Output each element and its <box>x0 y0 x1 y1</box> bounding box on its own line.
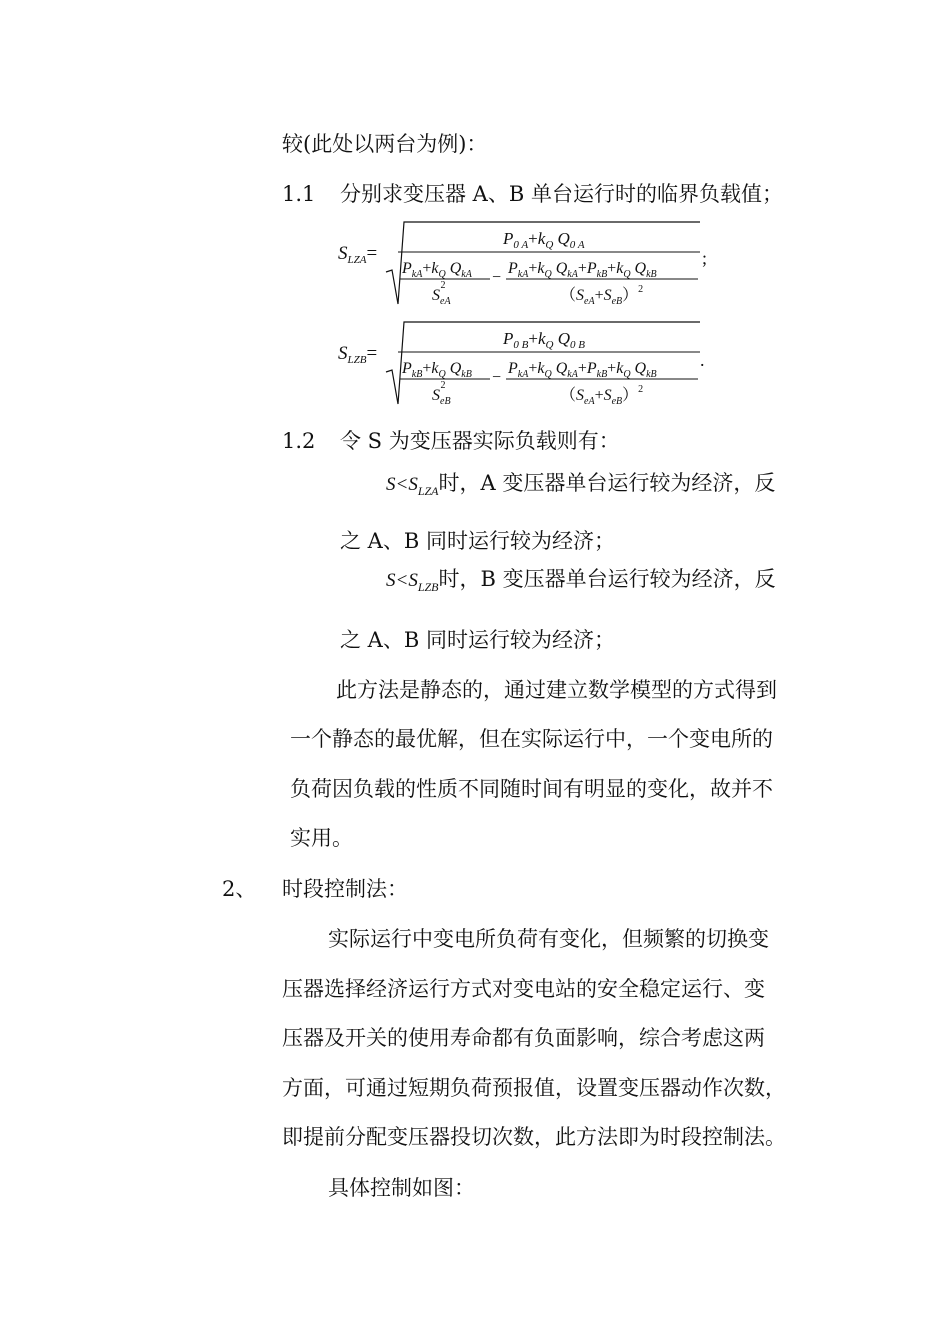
section-number: 1.1 <box>282 182 316 206</box>
text-line: 实际运行中变电所负荷有变化，但频繁的切换变 <box>328 927 769 951</box>
text-line: 负荷因负载的性质不同随时间有明显的变化，故并不 <box>290 777 773 801</box>
text-line: 此方法是静态的，通过建立数学模型的方式得到 <box>336 678 777 702</box>
eq-end: ; <box>702 248 708 268</box>
equation-slza <box>338 218 718 315</box>
term1-denominator: $S_{eB}2$ <box>432 380 451 407</box>
text-line: 即提前分配变压器投切次数，此方法即为时段控制法。 <box>282 1125 786 1149</box>
term2-numerator: $P_{kA}+k_Q$ $Q_{kA}+P_{kB}+k_Q$ $Q_{kB}$ <box>508 260 657 280</box>
text-line: 实用。 <box>290 826 353 850</box>
term2-denominator: $(S_{eA}+S_{eB})^2$ <box>560 384 644 407</box>
text-line: 一个静态的最优解，但在实际运行中，一个变电所的 <box>290 727 773 751</box>
inequality-a: $S<S_{LZA}$ <box>386 474 439 498</box>
eq-numerator: $P_{0 B}+k_Q$ $Q_{0 B}$ <box>503 329 585 351</box>
text-line: 之 A、B 同时运行较为经济； <box>340 529 615 553</box>
section-number: 1.2 <box>282 429 316 453</box>
term1-numerator: $P_{kB}+k_Q$ $Q_{kB}$ <box>402 360 472 380</box>
eq-end: . <box>700 350 705 370</box>
eq-lhs: $S_{LZA}=$ <box>338 243 378 266</box>
term2-denominator: $(S_{eA}+S_{eB})^2$ <box>560 284 644 307</box>
section-heading: 时段控制法： <box>282 877 408 901</box>
minus-sign: − <box>492 269 502 286</box>
inequality-b: $S<S_{LZB}$ <box>386 570 439 594</box>
text-line: 压器选择经济运行方式对变电站的安全稳定运行、变 <box>282 977 765 1001</box>
equation-slzb <box>338 318 718 415</box>
text-line: 压器及开关的使用寿命都有负面影响，综合考虑这两 <box>282 1026 765 1050</box>
text-line: 较(此处以两台为例)： <box>282 132 488 156</box>
term2-numerator: $P_{kA}+k_Q$ $Q_{kA}+P_{kB}+k_Q$ $Q_{kB}$ <box>508 360 657 380</box>
section-heading: 分别求变压器 A、B 单台运行时的临界负载值； <box>340 182 783 206</box>
section-number: 2、 <box>222 877 257 901</box>
eq-numerator: $P_{0 A}+k_Q$ $Q_{0 A}$ <box>503 229 585 251</box>
minus-sign: − <box>492 369 502 386</box>
text-line: 方面，可通过短期负荷预报值，设置变压器动作次数， <box>282 1076 786 1100</box>
text-line: 之 A、B 同时运行较为经济； <box>340 628 615 652</box>
text-line: 具体控制如图： <box>328 1176 475 1200</box>
section-heading: 令 S 为变压器实际负载则有： <box>340 429 620 453</box>
term1-denominator: $S_{eA}2$ <box>432 280 451 307</box>
condition-a: $S<S_{LZA}$时，A 变压器单台运行较为经济，反 <box>386 471 776 498</box>
eq-lhs: $S_{LZB}=$ <box>338 343 378 366</box>
term1-numerator: $P_{kA}+k_Q$ $Q_{kA}$ <box>402 260 472 280</box>
condition-b: $S<S_{LZB}$时，B 变压器单台运行较为经济，反 <box>386 567 776 594</box>
